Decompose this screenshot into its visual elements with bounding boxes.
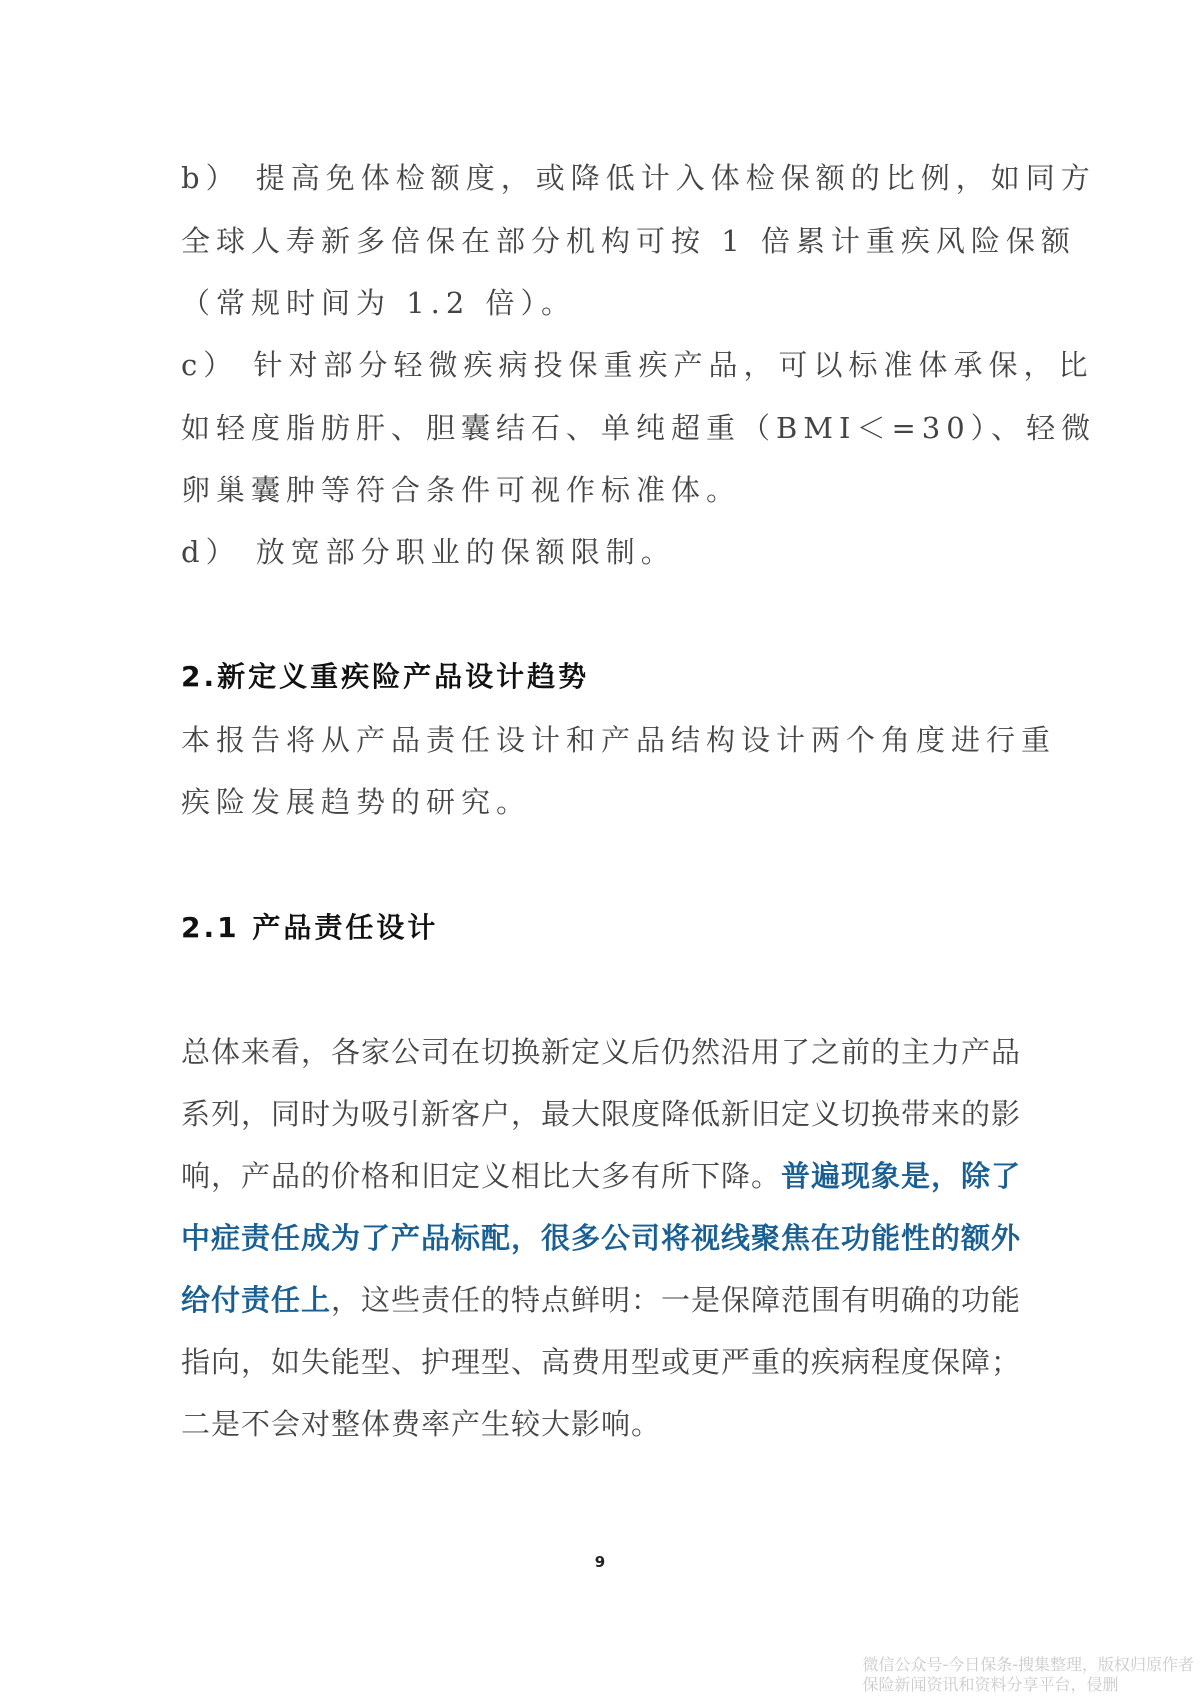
list-item-c-line-1: c） 针对部分轻微疾病投保重疾产品，可以标准体承保，比: [181, 348, 1094, 382]
paragraph-line-6: 指向，如失能型、护理型、高费用型或更严重的疾病程度保障；: [181, 1345, 1022, 1379]
section-2-heading: 2.新定义重疾险产品设计趋势: [181, 660, 590, 693]
paragraph-line-3-text: 响，产品的价格和旧定义相比大多有所下降。: [181, 1159, 782, 1193]
watermark-line-1: 微信公众号-今日保条-搜集整理，版权归原作者: [862, 1655, 1194, 1674]
paragraph-line-5-text: ，这些责任的特点鲜明：一是保障范围有明确的功能: [331, 1283, 1022, 1317]
paragraph-line-5: [181, 1280, 1021, 1320]
section-2-body-line-2: 疾险发展趋势的研究。: [181, 785, 532, 819]
highlighted-text-3: 给付责任上: [181, 1283, 332, 1317]
list-item-c-line-3: 卵巢囊肿等符合条件可视作标准体。: [181, 473, 742, 507]
page-number: 9: [594, 1553, 606, 1571]
list-item-b-line-2: 全球人寿新多倍保在部分机构可按 1 倍累计重疾风险保额: [181, 224, 1076, 258]
section-2-body-line-1: 本报告将从产品责任设计和产品结构设计两个角度进行重: [181, 723, 1057, 757]
watermark-line-2: 保险新闻资讯和资料分享平台，侵删: [862, 1675, 1119, 1694]
watermark: [862, 1655, 1194, 1695]
list-item-d-line-1: d） 放宽部分职业的保额限制。: [181, 535, 676, 569]
list-item-b-line-3: （常规时间为 1.2 倍）。: [181, 286, 577, 320]
paragraph-line-7: 二是不会对整体费率产生较大影响。: [181, 1407, 662, 1441]
paragraph-line-2: 系列，同时为吸引新客户，最大限度降低新旧定义切换带来的影: [181, 1097, 1022, 1131]
paragraph-line-3: [181, 1156, 1021, 1196]
highlighted-text-2: 中症责任成为了产品标配，很多公司将视线聚焦在功能性的额外: [181, 1221, 1022, 1255]
section-2-1-heading: 2.1 产品责任设计: [181, 911, 439, 944]
list-item-c-line-2: 如轻度脂肪肝、胆囊结石、单纯超重（BMI＜=30）、轻微: [181, 411, 1097, 445]
highlighted-text-1: 普遍现象是，除了: [781, 1159, 1022, 1193]
paragraph-line-1: 总体来看，各家公司在切换新定义后仍然沿用了之前的主力产品: [181, 1035, 1022, 1069]
list-item-b-line-1: b） 提高免体检额度，或降低计入体检保额的比例，如同方: [181, 161, 1096, 195]
